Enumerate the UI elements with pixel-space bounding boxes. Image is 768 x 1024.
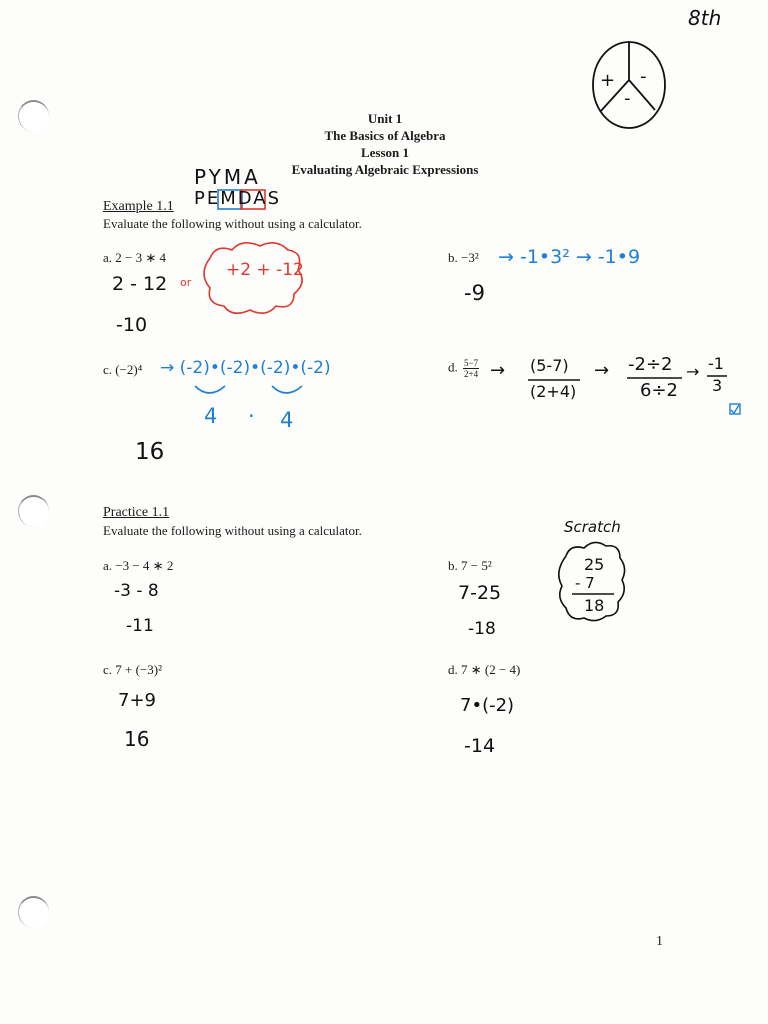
practice-d-prompt: d. 7 ∗ (2 − 4): [448, 662, 521, 677]
practice-b-answer: -18: [468, 619, 496, 639]
page-number: 1: [656, 934, 663, 949]
practice-c-prompt: c. 7 + (−3)²: [103, 662, 162, 677]
example-d-final-den: 3: [712, 376, 723, 395]
practice-c-answer: 16: [124, 727, 150, 751]
example-c-prompt: c. (−2)⁴: [103, 362, 143, 377]
example-c-work: → (-2)•(-2)•(-2)•(-2): [160, 358, 331, 378]
example-title: Example 1.1: [103, 199, 174, 214]
example-d-final-num: -1: [708, 354, 724, 373]
example-d-denominator: 2+4: [464, 369, 479, 379]
example-d-numerator: 5−7: [464, 358, 479, 368]
example-c-pair-1: 4: [204, 404, 218, 428]
example-c-answer: 16: [135, 439, 165, 465]
practice-b-work: 7-25: [458, 582, 502, 604]
example-d-arrow-1: →: [490, 360, 506, 381]
example-d-arrow-2: →: [594, 360, 610, 381]
practice-b-prompt: b. 7 − 5²: [448, 558, 492, 573]
practice-a-prompt: a. −3 − 4 ∗ 2: [103, 558, 174, 573]
example-a-cloud-note: +2 + -12: [226, 260, 304, 280]
sign-minus-right: -: [640, 66, 647, 87]
example-b-prompt: b. −3²: [448, 250, 479, 265]
practice-title: Practice 1.1: [103, 505, 170, 520]
unit-heading: Unit 1: [367, 111, 403, 126]
practice-a-answer: -11: [126, 616, 154, 636]
example-a-work-1: 2 - 12: [112, 273, 168, 295]
practice-instructions: Evaluate the following without using a calculator.: [103, 523, 362, 538]
lesson-heading: Lesson 1: [360, 145, 410, 160]
example-d-step1-den: (2+4): [530, 382, 577, 401]
corner-note: 8th: [688, 6, 722, 30]
example-d-step1-num: (5-7): [530, 356, 569, 375]
example-a-answer: -10: [116, 314, 148, 336]
example-c-pair-2: 4: [280, 408, 294, 432]
unit-title: The Basics of Algebra: [324, 128, 446, 143]
mnemonic-letters: PEMDAS: [194, 188, 282, 209]
example-d-step2-den: 6÷2: [640, 380, 678, 401]
scratch-result: 18: [584, 596, 605, 615]
lesson-topic: Evaluating Algebraic Expressions: [291, 162, 479, 177]
scratch-label: Scratch: [564, 518, 621, 536]
sign-minus-bottom: -: [624, 88, 631, 109]
scratch-top: 25: [584, 555, 605, 574]
example-a-or: or: [180, 276, 192, 289]
sign-plus: +: [600, 70, 616, 91]
practice-d-answer: -14: [464, 735, 496, 757]
example-b-work: → -1•3² → -1•9: [498, 246, 641, 268]
practice-d-work: 7•(-2): [460, 695, 515, 716]
example-d-arrow-3: →: [686, 362, 700, 381]
example-a-prompt: a. 2 − 3 ∗ 4: [103, 250, 166, 265]
example-d-label: d.: [448, 359, 458, 375]
practice-c-work: 7+9: [118, 690, 156, 711]
example-d-step2-num: -2÷2: [628, 354, 673, 375]
example-instructions: Evaluate the following without using a calculator.: [103, 216, 362, 231]
practice-a-work: -3 - 8: [114, 581, 159, 601]
example-d-fraction: [463, 358, 479, 379]
example-b-answer: -9: [464, 281, 485, 305]
example-d-prompt: [448, 358, 481, 379]
example-c-pair-dot: ·: [248, 404, 255, 428]
mnemonic-words: PYMA: [194, 165, 261, 189]
scratch-subtract: - 7: [575, 574, 595, 592]
